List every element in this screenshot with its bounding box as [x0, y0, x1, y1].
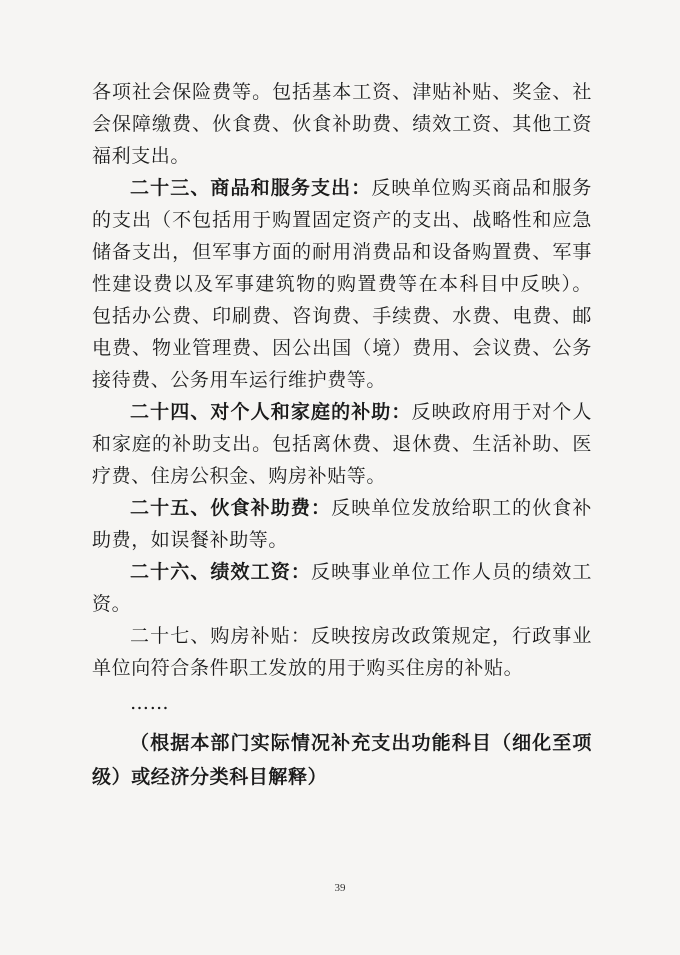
- paragraph-household-subsidy: [92, 396, 592, 492]
- paragraph-heading: 二十六、绩效工资：: [130, 561, 311, 583]
- paragraph-text: 反映事业单位工作人员的绩效工资。: [92, 561, 592, 615]
- page-number: 39: [334, 882, 346, 894]
- ellipsis: ……: [130, 692, 170, 714]
- paragraph-text: 反映单位发放给职工的伙食补助费，如误餐补助等。: [92, 497, 592, 551]
- paragraph-housing-subsidy: [92, 620, 592, 684]
- paragraph-goods-and-services: [92, 172, 592, 396]
- paragraph-text: 反映政府用于对个人和家庭的补助支出。包括离休费、退休费、生活补助、医疗费、住房公积金、购房补贴等。: [92, 401, 593, 487]
- paragraph-text: 各项社会保险费等。包括基本工资、津贴补贴、奖金、社会保障缴费、伙食费、伙食补助费、绩效工资、其他工资福利支出。: [92, 81, 592, 167]
- supplement-note: （根据本部门实际情况补充支出功能科目（细化至项级）或经济分类科目解释）: [92, 732, 592, 788]
- paragraph-text: 二十七、购房补贴：反映按房改政策规定，行政事业单位向符合条件职工发放的用于购买住房的补贴。: [92, 625, 592, 679]
- document-body: [92, 76, 592, 794]
- paragraph-meal-subsidy: [92, 492, 592, 556]
- paragraph-text: 反映单位购买商品和服务的支出（不包括用于购置固定资产的支出、战略性和应急储备支出，但军事方面的耐用消费品和设备购置费、军事性建设费以及军事建筑物的购置费等在本科目中反映）。包括办公费、印刷费、咨询费、手续费、水费、电费、邮电费、物业管理费、因公出国（境）费用、会议费、公务接待费、公务用车运行维护费等。: [92, 177, 592, 391]
- paragraph-performance-pay: [92, 556, 592, 620]
- paragraph-heading: 二十三、商品和服务支出：: [130, 177, 372, 199]
- paragraph-heading: 二十五、伙食补助费：: [130, 497, 332, 519]
- paragraph-heading: 二十四、对个人和家庭的补助：: [130, 401, 412, 423]
- paragraph-continuation: [92, 76, 592, 172]
